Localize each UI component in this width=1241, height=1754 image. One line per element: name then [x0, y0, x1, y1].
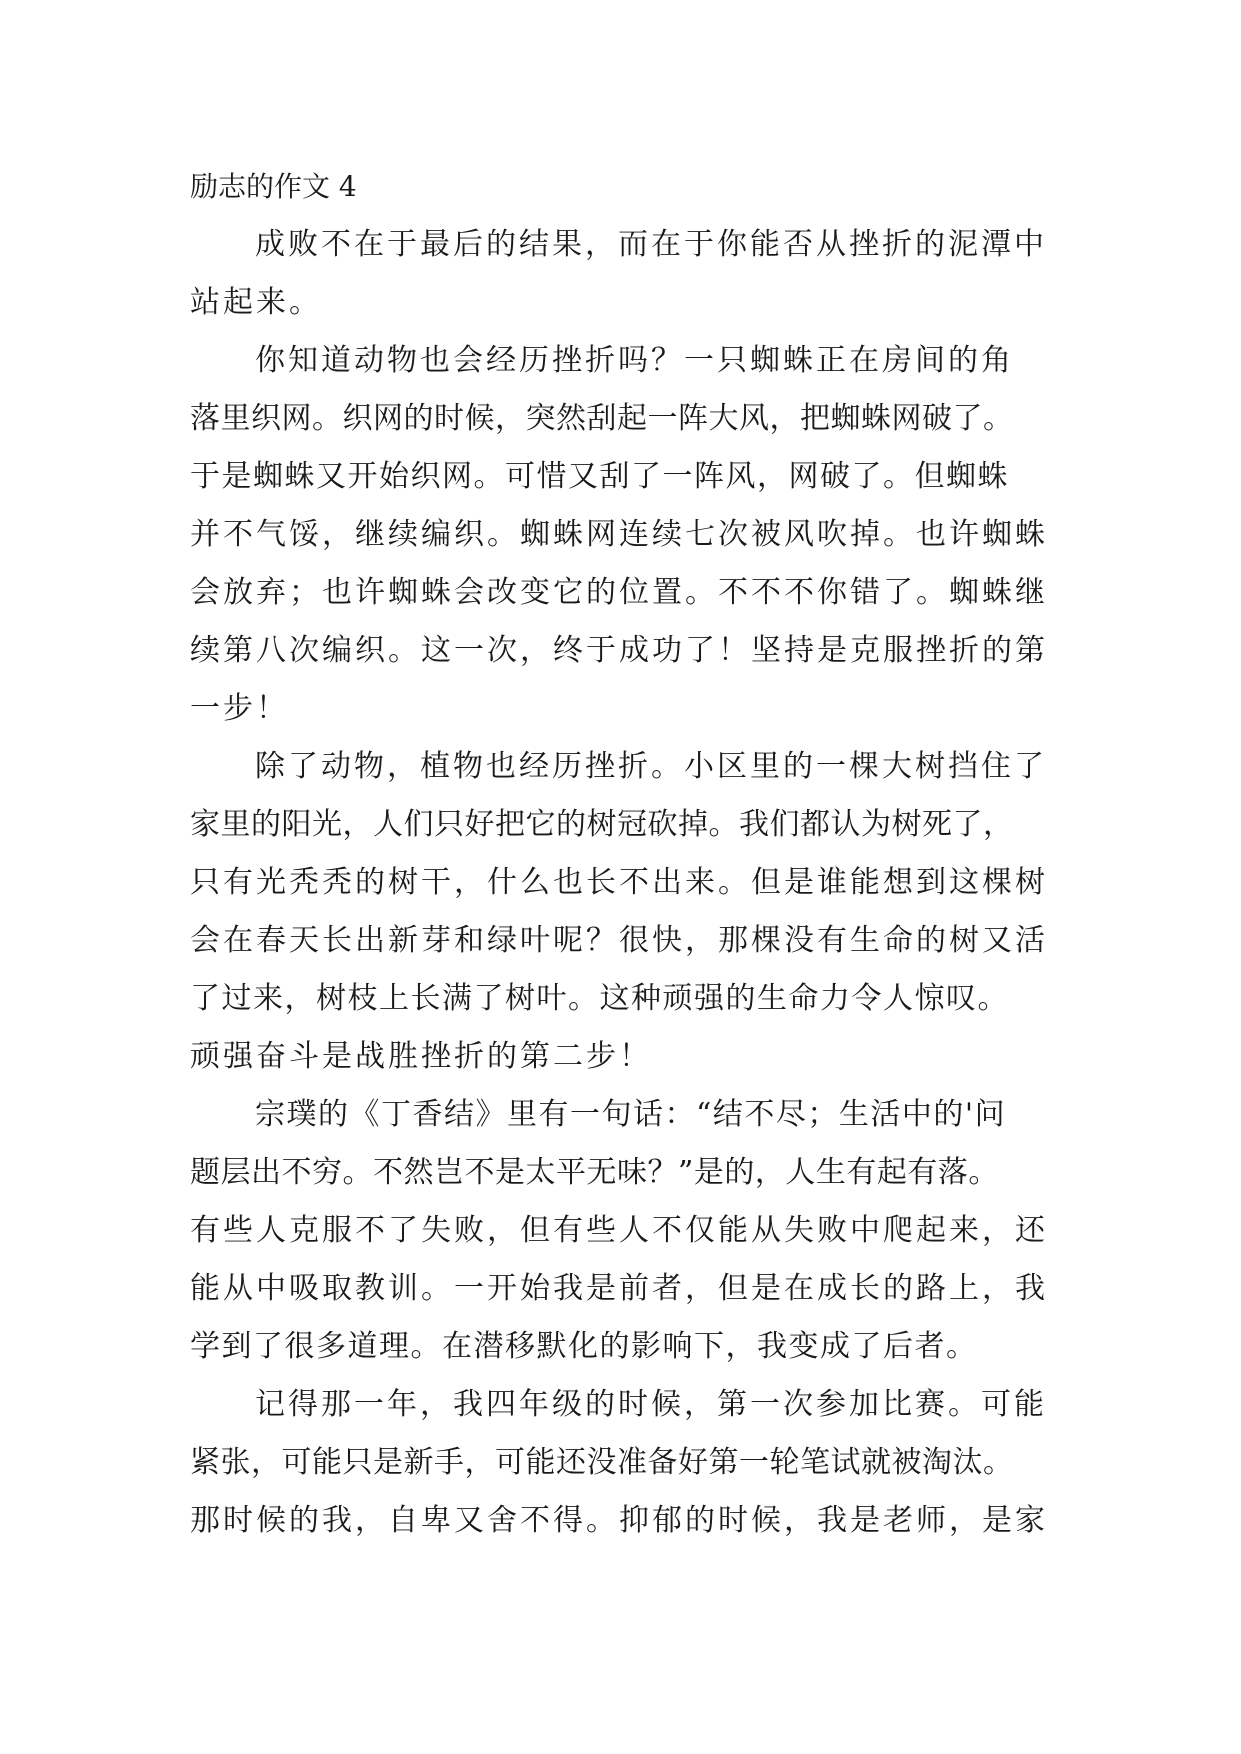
paragraph-4-line-2: 题层出不穷。不然岂不是太平无味？”是的，人生有起有落。	[190, 1155, 999, 1190]
paragraph-5-line-3: 那时候的我，自卑又舍不得。抑郁的时候，我是老师，是家	[190, 1503, 1048, 1538]
paragraph-5-line-2: 紧张，可能只是新手，可能还没准备好第一轮笔试就被淘汰。	[190, 1445, 1014, 1480]
paragraph-4-line-5: 学到了很多道理。在潜移默化的影响下，我变成了后者。	[190, 1329, 978, 1364]
paragraph-1-line-2: 站起来。	[190, 285, 322, 320]
paragraph-5-line-1: 记得那一年，我四年级的时候，第一次参加比赛。可能	[255, 1387, 1047, 1422]
paragraph-3-line-4: 会在春天长出新芽和绿叶呢？很快，那棵没有生命的树又活	[190, 923, 1048, 958]
paragraph-2-line-4: 并不气馁，继续编织。蜘蛛网连续七次被风吹掉。也许蜘蛛	[190, 517, 1048, 552]
essay-title: 励志的作文 4	[190, 170, 357, 203]
paragraph-3-line-1: 除了动物，植物也经历挫折。小区里的一棵大树挡住了	[255, 749, 1047, 784]
paragraph-2-line-3: 于是蜘蛛又开始织网。可惜又刮了一阵风，网破了。但蜘蛛	[190, 459, 1009, 494]
paragraph-3-line-2: 家里的阳光，人们只好把它的树冠砍掉。我们都认为树死了，	[190, 807, 1014, 842]
paragraph-1-line-1: 成败不在于最后的结果，而在于你能否从挫折的泥潭中	[255, 227, 1047, 262]
paragraph-4-line-4: 能从中吸取教训。一开始我是前者，但是在成长的路上，我	[190, 1271, 1048, 1306]
paragraph-2-line-1: 你知道动物也会经历挫折吗？一只蜘蛛正在房间的角	[255, 343, 1014, 378]
paragraph-2-line-5: 会放弃；也许蜘蛛会改变它的位置。不不不你错了。蜘蛛继	[190, 575, 1048, 610]
paragraph-3-line-5: 了过来，树枝上长满了树叶。这种顽强的生命力令人惊叹。	[190, 981, 1009, 1016]
paragraph-2-line-6: 续第八次编织。这一次，终于成功了！坚持是克服挫折的第	[190, 633, 1048, 668]
paragraph-4-line-1: 宗璞的《丁香结》里有一句话：“结不尽；生活中的'问	[255, 1097, 1007, 1132]
paragraph-2-line-7: 一步！	[190, 691, 289, 726]
paragraph-3-line-6: 顽强奋斗是战胜挫折的第二步！	[190, 1039, 652, 1074]
paragraph-3-line-3: 只有光秃秃的树干，什么也长不出来。但是谁能想到这棵树	[190, 865, 1048, 900]
paragraph-2-line-2: 落里织网。织网的时候，突然刮起一阵大风，把蜘蛛网破了。	[190, 401, 1014, 436]
paragraph-4-line-3: 有些人克服不了失败，但有些人不仅能从失败中爬起来，还	[190, 1213, 1048, 1248]
essay-body	[190, 158, 1070, 1550]
